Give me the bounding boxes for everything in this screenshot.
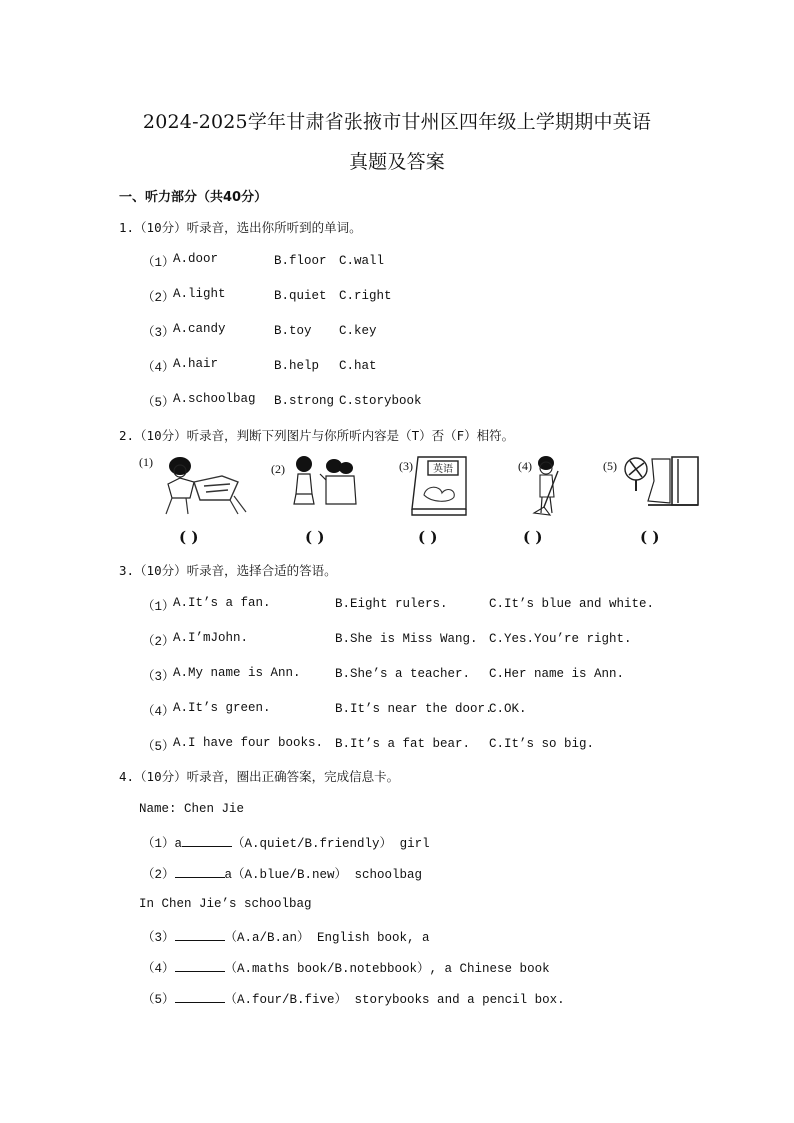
q1-item-5-option-a: A.schoolbag (173, 392, 256, 406)
q4-item-3-num: （3） (142, 931, 175, 945)
q1-item-5-option-c: C.storybook (339, 394, 422, 408)
q4-item-3-post: English book, a (309, 931, 430, 945)
english-book-icon (410, 455, 472, 518)
q4-item-4-blank[interactable] (175, 960, 225, 972)
q1-item-5-num: （5） (142, 396, 175, 410)
q3-item-2-option-c: C.Yes.You’re right. (489, 632, 632, 646)
q4-item-4 (142, 958, 550, 976)
q1-item-2-option-b: B.quiet (274, 289, 327, 303)
info-card-schoolbag-line: In Chen Jie’s schoolbag (139, 897, 312, 911)
q1-item-1-num: （1） (142, 256, 175, 270)
picture-3-answer[interactable]: ( ) (418, 528, 438, 546)
q3-item-5-option-a: A.I have four books. (173, 736, 324, 750)
q4-item-5-blank[interactable] (175, 991, 225, 1003)
q1-item-1-option-c: C.wall (339, 254, 385, 268)
q1-item-3-option-c: C.key (339, 324, 377, 338)
q3-item-2-option-b: B.She is Miss Wang. (335, 632, 478, 646)
q4-item-1-num: （1） (142, 837, 175, 851)
q4-item-2-post: schoolbag (347, 868, 423, 882)
q1-item-4-num: （4） (142, 361, 175, 375)
q1-item-2-option-a: A.light (173, 287, 226, 301)
q3-item-2-num: （2） (142, 635, 175, 649)
question-1-prompt: 1.（10分）听录音，选出你所听到的单词。 (119, 220, 362, 235)
q4-item-1-pre: a (174, 837, 183, 851)
picture-5-label: (5) (603, 459, 617, 473)
q1-item-4-option-b: B.help (274, 359, 320, 373)
q4-item-4-num: （4） (142, 962, 175, 976)
info-card-name: Name: Chen Jie (139, 802, 245, 816)
picture-2-answer[interactable]: ( ) (305, 528, 325, 546)
picture-4-answer[interactable]: ( ) (523, 528, 543, 546)
q4-item-2-choices: （A.blue/B.new） (232, 868, 348, 882)
q3-item-2-option-a: A.I’mJohn. (173, 631, 249, 645)
q4-item-4-choices: （A.maths book/B.notebbook） (224, 962, 430, 976)
q3-item-4-option-c: C.OK. (489, 702, 527, 716)
q3-item-4-option-b: B.It’s near the door. (335, 702, 493, 716)
q3-item-1-option-b: B.Eight rulers. (335, 597, 448, 611)
q4-item-1-choices: （A.quiet/B.friendly） (232, 837, 393, 851)
picture-1-label: (1) (139, 455, 153, 469)
q1-item-3-num: （3） (142, 326, 175, 340)
q4-item-2-mid: a (224, 868, 233, 882)
q4-item-4-post: , a Chinese book (429, 962, 550, 976)
q4-item-2-num: （2） (142, 868, 175, 882)
q4-item-5-choices: （A.four/B.five） (224, 993, 348, 1007)
q1-item-5-option-b: B.strong (274, 394, 335, 408)
q4-item-1 (142, 833, 430, 851)
q3-item-3-option-c: C.Her name is Ann. (489, 667, 625, 681)
q4-item-5 (142, 989, 565, 1007)
q1-item-3-option-a: A.candy (173, 322, 226, 336)
q1-item-4-option-c: C.hat (339, 359, 377, 373)
question-2-prompt: 2.（10分）听录音，判断下列图片与你所听内容是（T）否（F）相符。 (119, 428, 515, 443)
girl-and-boys-talking-icon (290, 454, 360, 512)
q4-item-1-blank[interactable] (182, 835, 232, 847)
document-title-line1: 2024-2025学年甘肃省张掖市甘州区四年级上学期期中英语 (142, 111, 652, 133)
q3-item-5-option-b: B.It’s a fat bear. (335, 737, 471, 751)
q1-item-2-num: （2） (142, 291, 175, 305)
q1-item-1-option-a: A.door (173, 252, 219, 266)
q1-item-1-option-b: B.floor (274, 254, 327, 268)
q3-item-5-num: （5） (142, 740, 175, 754)
q3-item-3-num: （3） (142, 670, 175, 684)
q1-item-2-option-c: C.right (339, 289, 392, 303)
picture-2-label: (2) (271, 462, 285, 476)
picture-4-label: (4) (518, 459, 532, 473)
q4-item-5-post: storybooks and a pencil box. (347, 993, 565, 1007)
q3-item-5-option-c: C.It’s so big. (489, 737, 595, 751)
question-3-prompt: 3.（10分）听录音，选择合适的答语。 (119, 563, 337, 578)
picture-3-label: (3) (399, 459, 413, 473)
girl-cleaning-desk-icon (160, 454, 260, 516)
q1-item-4-option-a: A.hair (173, 357, 219, 371)
q4-item-5-num: （5） (142, 993, 175, 1007)
q3-item-3-option-a: A.My name is Ann. (173, 666, 301, 680)
picture-1-answer[interactable]: ( ) (179, 528, 199, 546)
q3-item-1-option-a: A.It’s a fan. (173, 596, 271, 610)
q1-item-3-option-b: B.toy (274, 324, 312, 338)
q4-item-3 (142, 927, 430, 945)
section-heading-listening: 一、听力部分（共40分） (119, 190, 268, 205)
picture-5-answer[interactable]: ( ) (640, 528, 660, 546)
q4-item-2-blank[interactable] (175, 866, 225, 878)
q3-item-4-option-a: A.It’s green. (173, 701, 271, 715)
q4-item-1-post: girl (392, 837, 430, 851)
q3-item-1-num: （1） (142, 600, 175, 614)
boy-sweeping-icon (528, 455, 570, 521)
question-4-prompt: 4.（10分）听录音，圈出正确答案，完成信息卡。 (119, 769, 400, 784)
q4-item-3-blank[interactable] (175, 929, 225, 941)
q3-item-3-option-b: B.She’s a teacher. (335, 667, 471, 681)
q3-item-4-num: （4） (142, 705, 175, 719)
q4-item-2 (142, 864, 422, 882)
book-cover-text: 英语 (433, 464, 453, 475)
q3-item-1-option-c: C.It’s blue and white. (489, 597, 655, 611)
document-title-line2: 真题及答案 (348, 151, 445, 173)
fan-and-window-icon (624, 455, 700, 511)
q4-item-3-choices: （A.a/B.an） (224, 931, 310, 945)
